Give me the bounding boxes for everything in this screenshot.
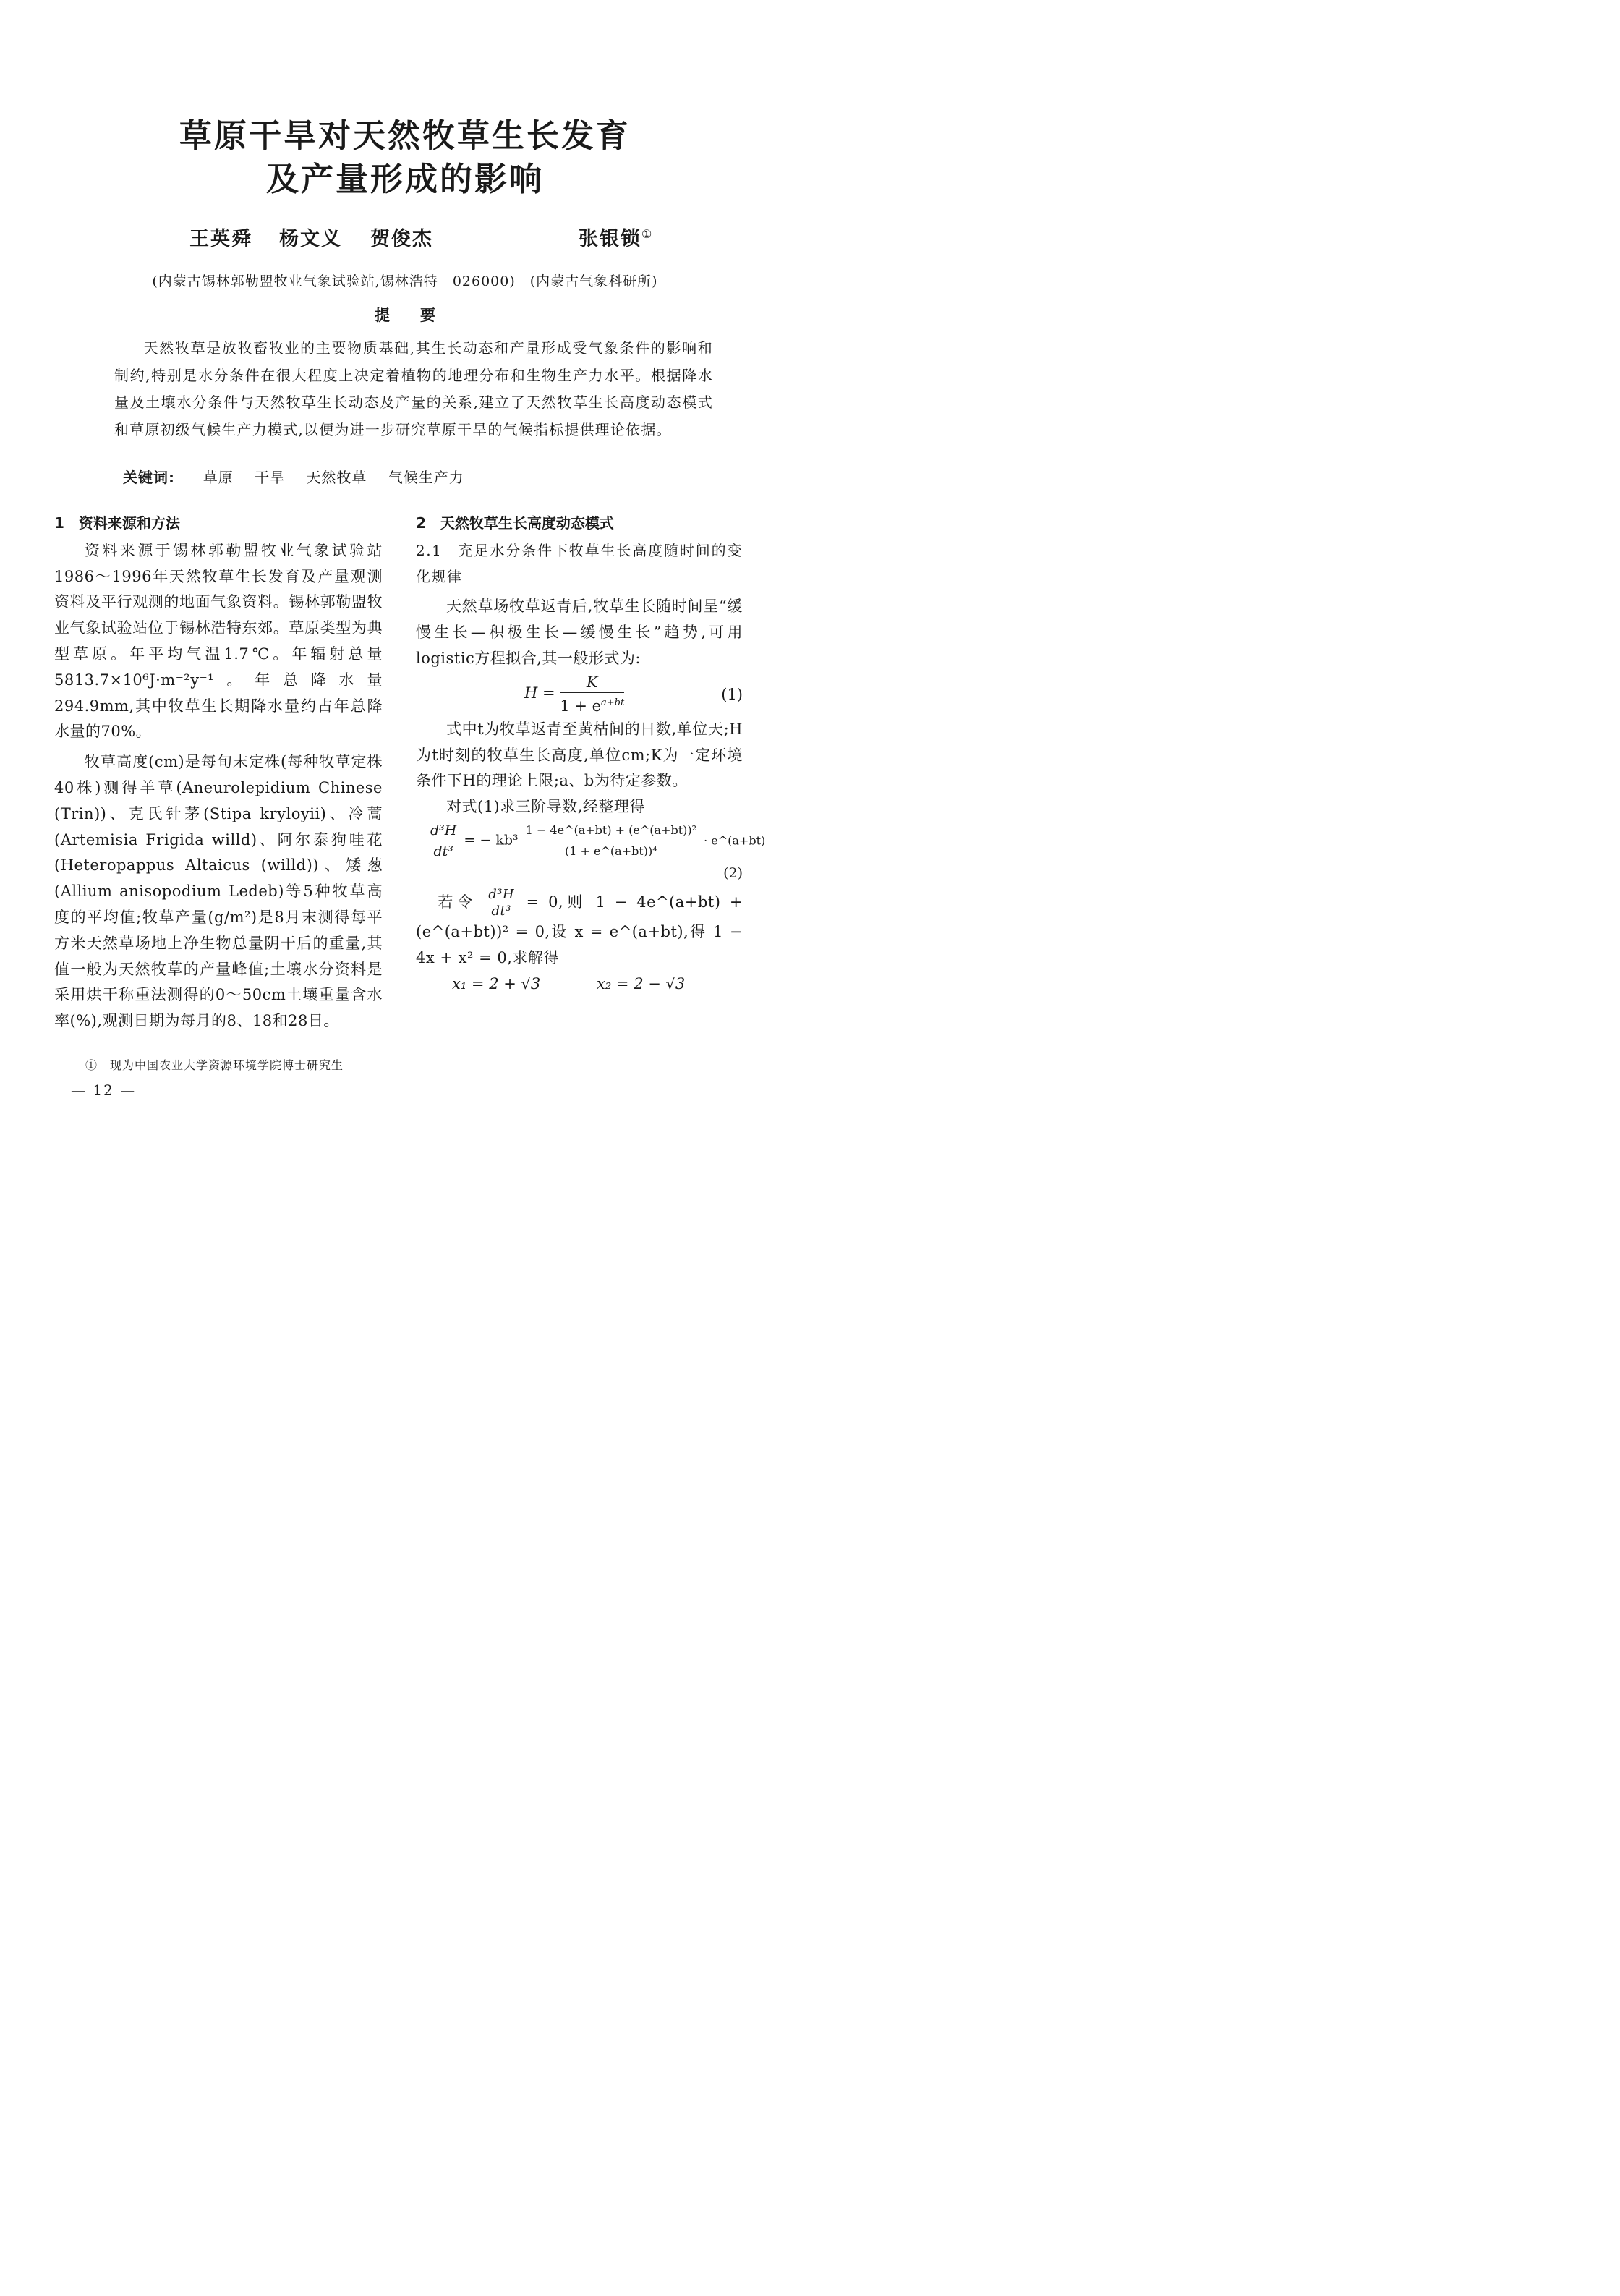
keyword: 天然牧草 [306, 469, 367, 486]
paragraph-4-fraction [485, 887, 517, 919]
paper-title-line-2: 及产量形成的影响 [265, 160, 544, 198]
equation-2-lhs-num: d³H [427, 820, 459, 841]
author-4-name: 张银锁 [579, 228, 641, 250]
footnote: ① 现为中国农业大学资源环境学院博士研究生 [85, 1058, 344, 1072]
section-1-paragraph-2: 牧草高度(cm)是每旬末定株(每种牧草定株40株)测得羊草(Aneurolepidium Chinese (Trin))、克氏针茅(Stipa kryloyii)、冷蒿(Artemisia Frigida willd)、阿尔泰狗哇花(Heteropappus Altaicus (willd))、矮葱(Allium anisopodium Ledeb)等5种牧草高度的平均值;牧草产量(g/m²)是8月末测得每平方米天然草场地上净生物总量阴干后的重量,其值一般为天然牧草的产量峰值;土壤水分资料是采用烘干称重法测得的0～50cm土壤重量含水率(%),观测日期为每月的8、18和28日。 [54, 753, 383, 1030]
section-2-paragraph-4 [416, 887, 743, 971]
paragraph-4-frac-den: dt³ [491, 903, 511, 919]
abstract-heading: 提 要 [375, 306, 435, 324]
page-number: — 12 — [71, 1081, 137, 1099]
equation-2-numerator: 1 − 4e^(a+bt) + (e^(a+bt))² [523, 820, 699, 841]
equation-1-numerator: K [560, 672, 624, 693]
equation-2-fraction [523, 820, 699, 862]
keyword: 气候生产力 [388, 469, 464, 486]
equation-1-fraction [560, 672, 624, 716]
equation-2-mid: = − kb³ [464, 832, 519, 849]
section-2-paragraph-2: 式中t为牧草返青至黄枯间的日数,单位天;H为t时刻的牧草生长高度,单位cm;K为一定环境条件下H的理论上限;a、b为待定参数。 [416, 720, 743, 790]
keyword: 草原 [202, 469, 234, 486]
equation-2-tail: · e^(a+bt) [704, 833, 766, 848]
section-1-paragraph-1: 资料来源于锡林郭勒盟牧业气象试验站1986～1996年天然牧草生长发育及产量观测资料及平行观测的地面气象资料。锡林郭勒盟牧业气象试验站位于锡林浩特东郊。草原类型为典型草原。年平均气温1.7℃。年辐射总量5813.7×10⁶J·m⁻²y⁻¹。年总降水量294.9mm,其中牧草生长期降水量约占年总降水量的70%。 [54, 541, 383, 741]
author-4 [579, 223, 653, 251]
abstract-text [114, 335, 713, 443]
left-column [54, 511, 383, 1034]
author-1: 王英舜 [189, 228, 252, 250]
keywords-label: 关键词: [123, 469, 175, 486]
section-2-paragraph-1: 天然草场牧草返青后,牧草生长随时间呈“缓慢生长—积极生长—缓慢生长”趋势,可用logistic方程拟合,其一般形式为: [416, 598, 743, 667]
equation-1-den-base: 1 + e [560, 697, 602, 715]
equation-2-denominator: (1 + e^(a+bt))⁴ [565, 843, 657, 858]
equation-2-lhs-den: dt³ [433, 843, 453, 859]
author-2: 杨文义 [279, 228, 342, 250]
equation-2-lhs [427, 820, 459, 862]
right-column [416, 511, 766, 1000]
abstract-body: 天然牧草是放牧畜牧业的主要物质基础,其生长动态和产量形成受气象条件的影响和制约,特别是水分条件在很大程度上决定着植物的地理分布和生物生产力水平。根据降水量及土壤水分条件与天然牧草生长动态及产量的关系,建立了天然牧草生长高度动态模式和草原初级气候生产力模式,以便为进一步研究草原干旱的气候指标提供理论依据。 [114, 339, 713, 438]
equation-1 [416, 672, 743, 717]
equation-2 [416, 820, 766, 887]
equation-1-denominator [560, 693, 624, 716]
equation-roots [416, 971, 743, 1000]
equation-2-number: (2) [723, 864, 743, 881]
keyword: 干旱 [255, 469, 286, 486]
root-x1: x₁ = 2 + √3 [452, 974, 541, 992]
root-x2: x₂ = 2 − √3 [597, 974, 686, 992]
paragraph-4-body: = 0,则 1 − 4e^(a+bt) + (e^(a+bt))² = 0,设 x = e^(a+bt),得 1 − 4x + x² = 0,求解得 [416, 893, 743, 966]
paper-title-line-1: 草原干旱对天然牧草生长发育 [179, 116, 631, 155]
author-3: 贺俊杰 [370, 228, 433, 250]
keywords [123, 466, 480, 487]
equation-1-den-exponent: a+bt [601, 697, 625, 708]
paragraph-4-frac-num: d³H [485, 887, 517, 903]
subsection-2-1-heading: 2.1 充足水分条件下牧草生长高度随时间的变化规律 [416, 541, 743, 585]
equation-1-number: (1) [721, 685, 743, 703]
paragraph-4-lead: 若令 [434, 893, 477, 911]
author-4-footnote-mark: ① [641, 227, 654, 241]
section-2-paragraph-3: 对式(1)求三阶导数,经整理得 [446, 798, 645, 816]
equation-1-lhs: H = [524, 684, 555, 702]
affiliations: (内蒙古锡林郭勒盟牧业气象试验站,锡林浩特 026000) (内蒙古气象科研所) [152, 273, 658, 289]
section-1-heading: 1 资料来源和方法 [54, 514, 180, 532]
section-2-heading: 2 天然牧草生长高度动态模式 [416, 514, 614, 532]
